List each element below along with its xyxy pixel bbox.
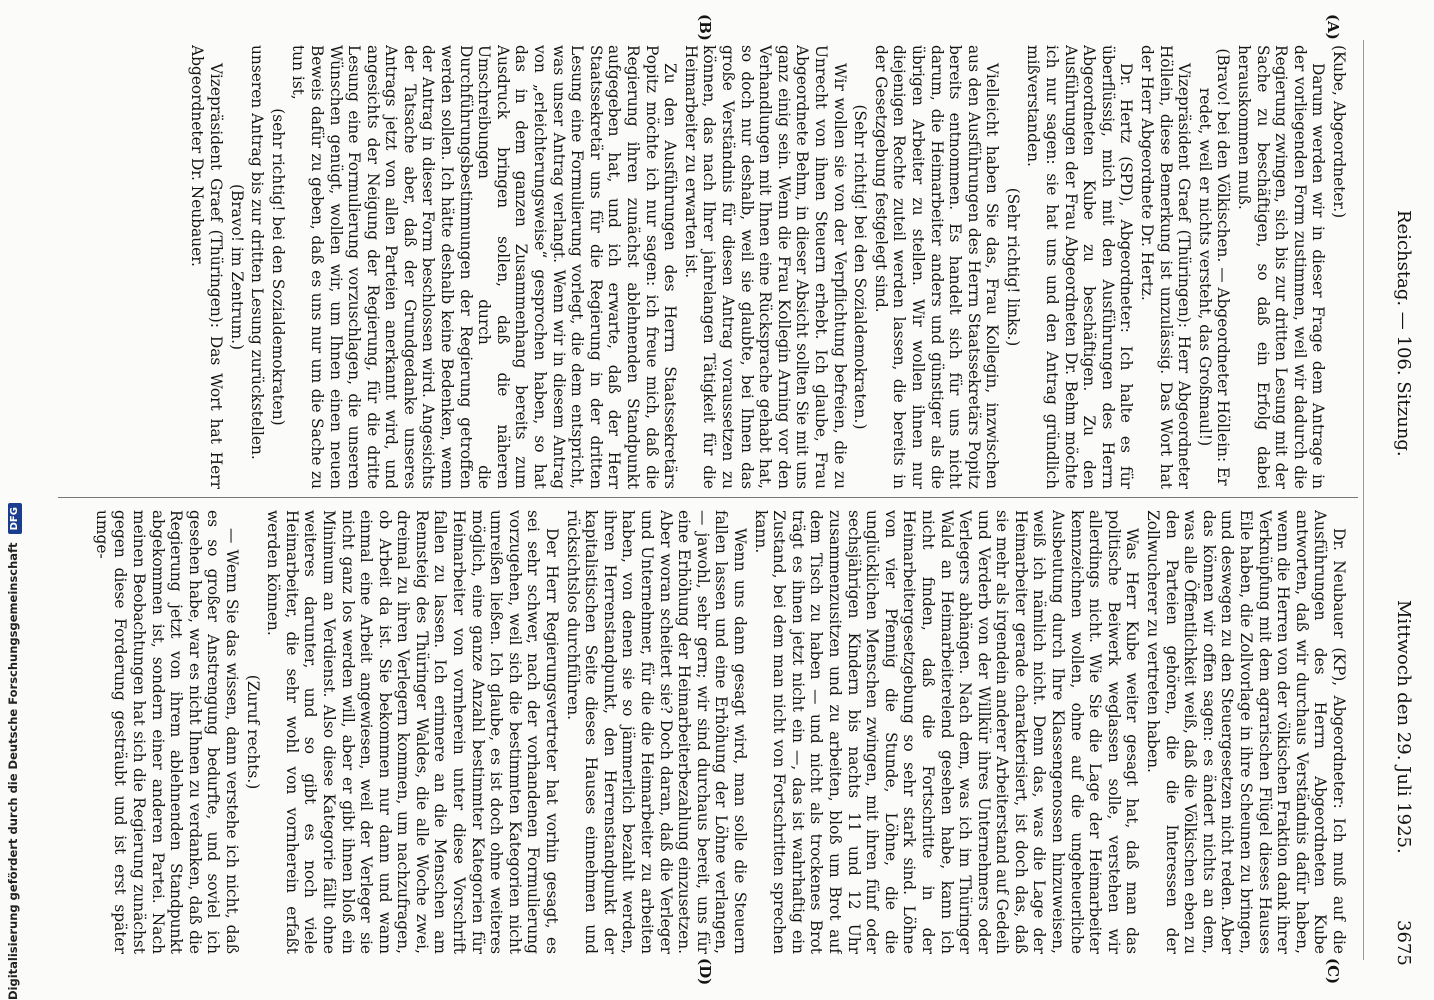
paragraph: Vielleicht haben Sie das, Frau Kollegin, inzwischen aus den Ausführungen des Herrn Staatssekretärs Popitz bereits entnommen. Es handelt sich für uns nicht darum, die Heimarbeiter anders und günstiger als die übrigen Arbeiter zu stellen. Wir wollen ihnen nur diejenigen Rechte zuteil werden lassen, die bereits in der Gesetzgebung festgelegt sind.: [871, 45, 1002, 489]
interjection: (Bravo! im Zentrum.): [227, 184, 246, 350]
interjection: (Sehr richtig! bei den Sozialdemokraten.): [851, 104, 870, 430]
header-rule: [1363, 40, 1364, 960]
interjection: (Sehr richtig! links.): [1003, 187, 1022, 347]
dfg-logo-icon: DFG: [8, 503, 22, 534]
paragraph: Vizepräsident Graef (Thüringen): Herr Abgeordneter Höllein, diese Bemerkung ist unzulässig. Das Wort hat der Herr Abgeordnete Dr. Hertz.: [1138, 45, 1194, 489]
paragraph: Wir wollen sie von der Verpflichtung befreien, die zu Unrecht von ihnen Steuern erhebt. Ich glaube, Frau Abgeordnete Behm, in dieser Absicht sollten Sie mit uns ganz einig sein. Wenn die Frau Kollegin Arning vor den Verhandlungen mit Ihnen eine Rücksprache gehabt hat, so doch nur deshalb, weil sie glaubte, bei Ihnen das große Verständnis für diesen Antrag voraussetzen zu können, das nach Ihrer jahrelangen Tätigkeit für die Heimarbeiter zu erwarten ist.: [681, 45, 849, 489]
footer: [2, 507, 24, 1000]
column-divider: [58, 497, 1358, 498]
footer-strip: [2, 507, 24, 1000]
margin-mark-d: (D): [696, 958, 714, 986]
footer-credit: Digitalisierung gefördert durch die Deutsche Forschungsgemeinschaft: [6, 542, 20, 1000]
header-right-title: Mittwoch den 29. Juli 1925.: [1393, 600, 1414, 854]
margin-mark-a: (A): [1324, 14, 1342, 40]
right-text-column: [58, 510, 1348, 954]
interjection: (Zuruf rechts.): [243, 674, 262, 790]
paragraph: — Wenn Sie das wissen, dann verstehe ich nicht, daß es so großer Anstrengung bedurfte, und soviel ich gesehen habe, war es nicht Ihnen zu verdanken, daß die Regierung jetzt von ihrem ablehnenden Standpunkt abgekommen ist, sondern einer anderen Partei. Nach meinen Beobachtungen hat sich die Regierung zunächst gegen diese Forderung gesträubt und ist erst später umge-: [92, 510, 241, 954]
header-left-title: Reichstag. — 106. Sitzung.: [1393, 210, 1414, 457]
interjection: (Bravo! bei den Völkischen. — Abgeordneter Höllein: Er redet, weil er nichts versteht, das Großmaul!): [1195, 48, 1233, 486]
left-text-column: [58, 45, 1348, 489]
paragraph: Darum werden wir in dieser Frage dem Antrage in der vorliegenden Form zustimmen, weil wir dadurch die Regierung zwingen, sich bis zur dritten Lesung mit der Sache zu beschäftigen, so daß ein Erfolg dabei herauskommen muß.: [1235, 45, 1328, 489]
paragraph: (Kube, Abgeordneter.): [1330, 45, 1348, 219]
page-number: 3675: [1393, 920, 1414, 966]
margin-mark-c: (C): [1324, 958, 1342, 985]
paragraph: Was Herr Kube weiter gesagt hat, daß man das politische Beiwerk weglassen solle, verstehen wir allerdings nicht. Wie Sie die Lage der Heimarbeiter kennzeichnen wollen, ohne auf die ungeheuerliche Ausbeutung durch Ihre Klassengenossen hinzuweisen, weiß ich nämlich nicht. Denn das, was die Lage der Heimarbeiter gerade charakterisiert, ist doch das, daß sie mehr als irgendein anderer Arbeiterstand auf Gedeih und Verderb von der Willkür ihres Unternehmers oder Verlegers abhängen. Nach dem, was ich im Thüringer Wald an Heimarbeiterelend gesehen habe, kann ich nicht finden, daß die Fortschritte in der Heimarbeitergesetzgebung so sehr stark sind. Löhne von vier Pfennig die Stunde, Löhne, die die unglücklichen Menschen zwingen, mit ihren fünf oder sechsjährigen Kindern bis nachts 11 und 12 Uhr zusammenzusitzen und zu arbeiten, bloß um Brot auf dem Tisch zu haben — und nicht als trockenes Brot trägt es ihnen jetzt nicht ein —, das ist wahrhaftig ein Zustand, bei dem man nicht von Fortschritten sprechen kann.: [751, 510, 1142, 954]
paragraph: Der Herr Regierungsvertreter hat vorhin gesagt, es sei sehr schwer, nach der vorhandenen Formulierung vorzugehen, weil sich die bestimmten Kategorien nicht umreißen ließen. Ich glaube, es ist doch ohne weiteres möglich, eine ganze Anzahl bestimmter Kategorien für Heimarbeiter von vornherein unter diese Vorschrift fallen zu lassen. Ich erinnere an die Menschen am Rennsteig des Thüringer Waldes, die alle Woche zwei, dreimal zu ihren Verlegern kommen, um nachzufragen, ob Arbeit da ist. Sie bekommen nur dann und wann einmal eine Arbeit angewiesen, weil der Verleger sie nicht ganz los werden will, aber er gibt ihnen bloß ein Minimum an Verdienst. Also diese Kategorie fällt ohne weiteres darunter, und so gibt es noch viele Heimarbeiter, die sehr wohl von vornherein erfaßt werden können.: [264, 510, 562, 954]
paragraph: Dr. Neubauer (KP), Abgeordneter: Ich muß auf die Ausführungen des Herrn Abgeordneten Kube antworten, daß wir durchaus Verständnis dafür haben, wenn die Herren von der völkischen Fraktion dank ihrer Verknüpfung mit dem agrarischen Flügel dieses Hauses Eile haben, die Zollvorlage in ihre Scheunen zu bringen, und deswegen zu den Steuergesetzen nicht reden. Aber das können wir offen sagen: es ändert nichts an dem, was alle Öffentlichkeit weiß, daß die Völkischen eben zu den Parteien gehören, die die Interessen der Zollwucherer zu vertreten haben.: [1144, 510, 1348, 954]
paragraph: Dr. Hertz (SPD), Abgeordneter: Ich halte es für überflüssig, mich mit den Ausführungen des Herrn Abgeordneten Kube zu beschäftigen. Zu den Ausführungen der Frau Abgeordneten Dr. Behm möchte ich nur sagen: sie hat uns und den Antrag gründlich mißverstanden.: [1024, 45, 1136, 489]
page-header: [1382, 40, 1422, 966]
interjection: (sehr richtig! bei den Sozialdemokraten): [268, 108, 287, 426]
paragraph: unseren Antrag bis zur dritten Lesung zurückstellen.: [248, 45, 267, 460]
paragraph: Wenn uns dann gesagt wird, man solle die Steuern fallen lassen und eine Erhöhung der Löhne verlangen, — jawohl, sehr gern; wir sind durchaus bereit, uns für eine Erhöhung der Heimarbeiterbezahlung einzusetzen. Aber woran scheitert sie? Doch daran, daß die Verleger und Unternehmer, für die die Heimarbeiter zu arbeiten haben, von denen sie so jämmerlich bezahlt werden, ihren Herrenstandpunkt, den Herrenstandpunkt der kapitalistischen Seite dieses Hauses einnehmen und rücksichtslos durchführen.: [563, 510, 749, 954]
paragraph: Zu den Ausführungen des Herrn Staatssekretärs Popitz möchte ich nur sagen: ich freue mich, daß die Regierung ihren zunächst ablehnenden Standpunkt aufgegeben hat, und ich erwarte, daß der Herr Staatssekretär uns für die Regierung in der dritten Lesung eine Formulierung vorlegt, die dem entspricht, was unser Antrag verlangt. Wenn wir in diesem Antrag von „erleichterungsweise“ gesprochen haben, so hat das in dem ganzen Zusammenhang bereits zum Ausdruck bringen sollen, daß die näheren Umschreibungen durch die Durchführungsbestimmungen der Regierung getroffen werden sollen. Ich hätte deshalb keine Bedenken, wenn der Antrag in dieser Form beschlossen wird. Angesichts der Tatsache aber, daß der Grundgedanke unseres Antrags jetzt von allen Parteien anerkannt wird, und angesichts der Neigung der Regierung, für die dritte Lesung eine Formulierung vorzuschlagen, die unseren Wünschen genügt, wollen wir, um Ihnen einen neuen Beweis dafür zu geben, daß es uns nur um die Sache zu tun ist,: [289, 45, 680, 489]
paragraph: Vizepräsident Graef (Thüringen): Das Wort hat Herr Abgeordneter Dr. Neubauer.: [188, 45, 225, 489]
margin-mark-b: (B): [696, 14, 714, 41]
